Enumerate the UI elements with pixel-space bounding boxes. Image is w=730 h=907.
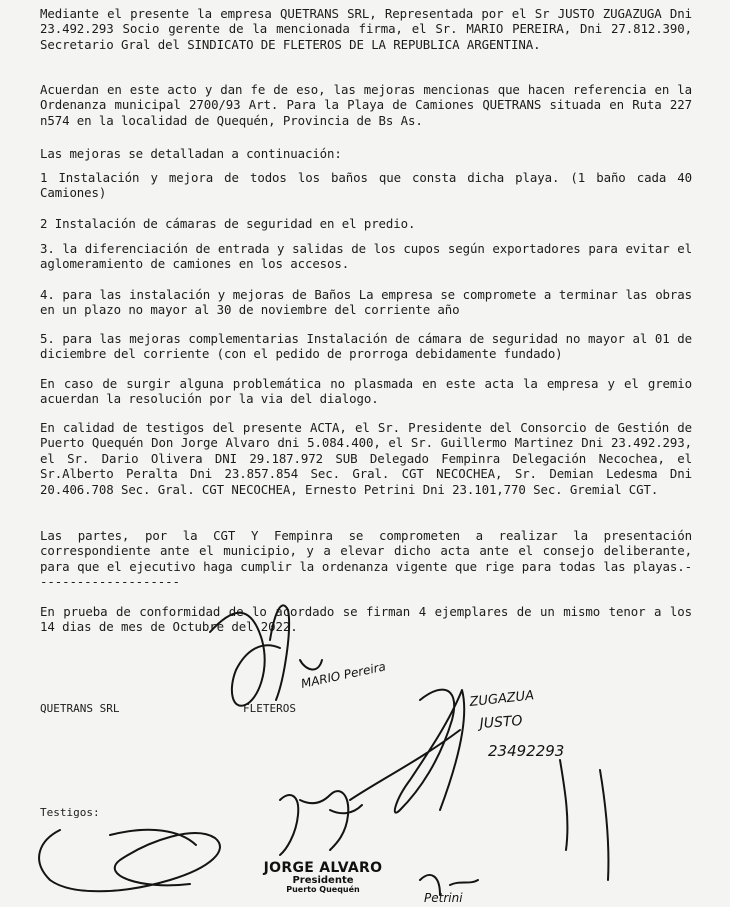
- stamp-title: Presidente: [292, 875, 354, 886]
- paragraph-agreement: Acuerdan en este acto y dan fe de eso, las mejoras mencionas que hacen referencia en la Ordenanza municipal 2700/93 Art. Para la Playa de Camiones QUETRANS situada en Ruta 227 n574 en la localidad de Quequén, Provincia de Bs As.: [40, 82, 692, 128]
- paragraph-parties: Mediante el presente la empresa QUETRANS SRL, Representada por el Sr JUSTO ZUGAZUGA Dni 23.492.293 Socio gerente de la mencionada firma, el Sr. MARIO PEREIRA, Dni 27.812.390, Secretario Gral del SINDICATO DE FLETEROS DE LA REPUBLICA ARGENTINA.: [40, 6, 692, 52]
- stamp-org: Puerto Quequén: [286, 885, 360, 894]
- paragraph-item-2: 2 Instalación de cámaras de seguridad en el predio.: [40, 216, 416, 231]
- paragraph-improvements-intro: Las mejoras se detalladan a continuación:: [40, 146, 342, 161]
- signature-bottom-partial: [420, 875, 478, 895]
- label-fleteros: FLETEROS: [243, 702, 296, 715]
- label-witnesses: Testigos:: [40, 806, 100, 819]
- label-quetrans: QUETRANS SRL: [40, 702, 120, 715]
- handwriting-zugazua-2: JUSTO: [479, 713, 524, 732]
- signature-right-edge: [560, 760, 608, 880]
- handwriting-mario: MARIO Pereira: [299, 659, 388, 691]
- paragraph-item-4: 4. para las instalación y mejoras de Baños La empresa se compromete a terminar las obras en un plazo no mayor al 30 de noviembre del corriente año: [40, 287, 692, 318]
- paragraph-item-5: 5. para las mejoras complementarias Instalación de cámara de seguridad no mayor al 01 de diciembre del corriente (con el pedido de prorroga debidamente fundado): [40, 331, 692, 362]
- paragraph-signing: En prueba de conformidad de lo acordado se firman 4 ejemplares de un mismo tenor a los 14 dias de mes de Octubre del 2022.: [40, 604, 692, 635]
- signature-witness-left: [39, 830, 220, 891]
- handwriting-bottom: Petrini: [424, 891, 463, 905]
- handwriting-zugazua-3: 23492293: [488, 742, 565, 760]
- signature-jorge-alvaro: [280, 791, 362, 855]
- paragraph-dialogue: En caso de surgir alguna problemática no plasmada en este acta la empresa y el gremio acuerdan la resolución por la via del dialogo.: [40, 376, 692, 407]
- paragraph-witnesses: En calidad de testigos del presente ACTA, el Sr. Presidente del Consorcio de Gestión de Puerto Quequén Don Jorge Alvaro dni 5.084.400, el Sr. Guillermo Martinez Dni 23.492.293, el Sr. Dario Olivera DNI 29.187.972 SUB Delegado Fempinra Delegación Necochea, el Sr.Alberto Peralta Dni 23.857.854 Sec. Gral. CGT NECOCHEA, Sr. Demian Ledesma Dni 20.406.708 Sec. Gral. CGT NECOCHEA, Ernesto Petrini Dni 23.101,770 Sec. Gremial CGT.: [40, 420, 692, 497]
- paragraph-parties-commitment: Las partes, por la CGT Y Fempinra se comprometen a realizar la presentación correspondiente ante el municipio, y a elevar dicho acta ante el consejo deliberante, para que el ejecutivo haga cumplir la ordenanza vigente que rige para todas las playas.--------------------: [40, 528, 692, 590]
- signature-zugazua: [350, 690, 464, 813]
- stamp-jorge-alvaro: [258, 860, 388, 894]
- paragraph-item-3: 3. la diferenciación de entrada y salidas de los cupos según exportadores para evitar el aglomeramiento de camiones en los accesos.: [40, 241, 692, 272]
- paragraph-item-1: 1 Instalación y mejora de todos los baños que consta dicha playa. (1 baño cada 40 Camiones): [40, 170, 692, 201]
- handwriting-zugazua-1: ZUGAZUA: [468, 688, 535, 710]
- stamp-name: JORGE ALVARO: [263, 860, 383, 876]
